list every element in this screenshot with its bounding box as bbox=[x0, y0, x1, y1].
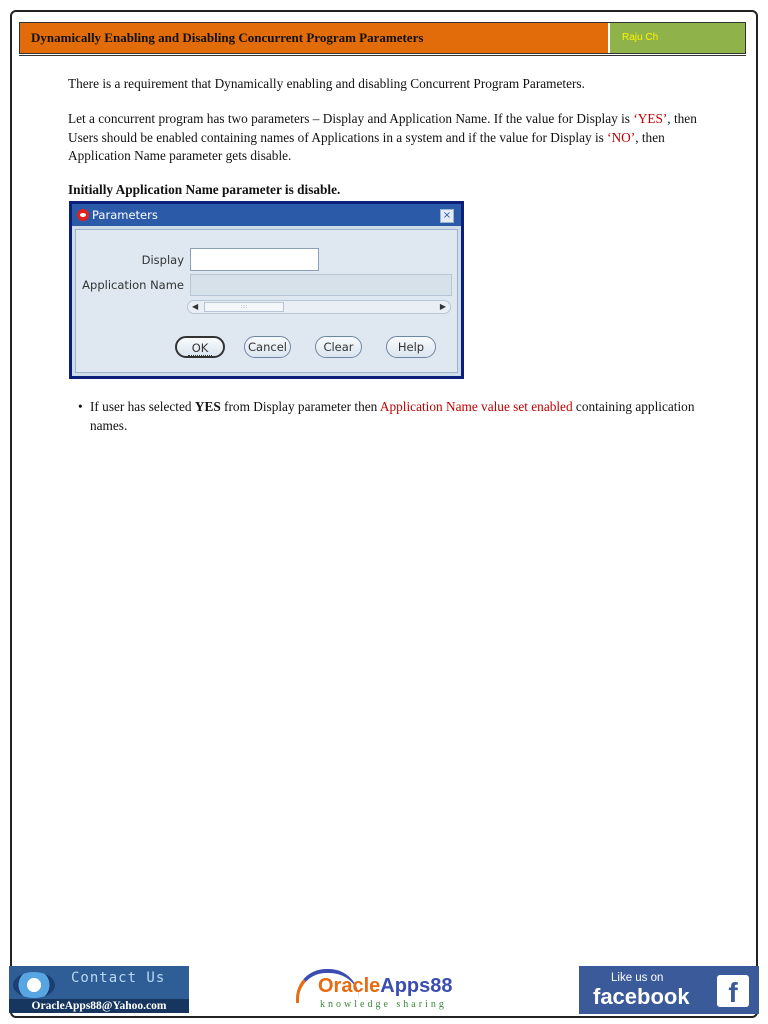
brand-name-apps: Apps88 bbox=[380, 975, 453, 997]
contact-email[interactable]: OracleApps88@Yahoo.com bbox=[9, 999, 189, 1013]
scroll-left-icon[interactable]: ◀ bbox=[192, 302, 199, 311]
intro-paragraph: There is a requirement that Dynamically enabling and disabling Concurrent Program Parameters. bbox=[68, 76, 585, 91]
ok-label: OK bbox=[188, 341, 213, 356]
page-header bbox=[19, 22, 746, 54]
page-title: Dynamically Enabling and Disabling Concurrent Program Parameters bbox=[20, 23, 608, 53]
dialog-titlebar bbox=[72, 204, 461, 226]
clear-button[interactable]: Clear bbox=[315, 336, 362, 358]
scroll-right-icon[interactable]: ▶ bbox=[439, 302, 446, 311]
bullet-dot: • bbox=[78, 399, 83, 414]
horizontal-scrollbar[interactable] bbox=[187, 300, 451, 314]
dialog-body bbox=[75, 229, 458, 373]
application-name-field bbox=[190, 274, 452, 296]
close-icon[interactable]: × bbox=[440, 209, 454, 223]
facebook-wordmark: facebook bbox=[593, 984, 690, 1009]
oracle-logo-icon bbox=[77, 209, 89, 221]
description-paragraph bbox=[68, 110, 728, 166]
bullet-text-1: If user has selected bbox=[90, 399, 195, 414]
bullet-yes: YES bbox=[194, 399, 221, 414]
oracleapps88-logo bbox=[292, 965, 477, 1013]
cancel-button[interactable]: Cancel bbox=[244, 336, 291, 358]
contact-logo-icon bbox=[13, 972, 55, 998]
application-name-label: Application Name bbox=[82, 278, 184, 292]
help-button[interactable]: Help bbox=[386, 336, 436, 358]
dialog-title: Parameters bbox=[92, 208, 158, 222]
scroll-thumb[interactable]: :::: bbox=[204, 302, 284, 312]
yes-value: ‘YES’ bbox=[633, 111, 668, 126]
facebook-like-text: Like us on bbox=[611, 972, 664, 984]
brand-name bbox=[318, 975, 453, 998]
bullet-text bbox=[90, 398, 728, 435]
brand-tagline: knowledge sharing bbox=[320, 999, 447, 1010]
bullet-item bbox=[78, 398, 728, 435]
facebook-icon: f bbox=[717, 975, 749, 1007]
contact-title: Contact Us bbox=[71, 970, 166, 986]
display-label: Display bbox=[141, 253, 184, 267]
description-text-1: Let a concurrent program has two parameters – Display and Application Name. If the value for Display is bbox=[68, 111, 634, 126]
bullet-text-3: containing application names. bbox=[90, 399, 695, 433]
facebook-banner[interactable] bbox=[579, 966, 759, 1014]
header-divider bbox=[19, 55, 746, 56]
ok-button[interactable] bbox=[175, 336, 225, 358]
author-name: Raju Ch bbox=[608, 23, 745, 53]
brand-name-oracle: Oracle bbox=[318, 975, 381, 997]
parameters-dialog bbox=[69, 201, 464, 379]
contact-us-banner[interactable] bbox=[9, 966, 189, 1013]
description-text-3: , then Application Name parameter gets disable. bbox=[68, 129, 665, 163]
display-field[interactable] bbox=[190, 248, 319, 271]
description-text-2: , then Users should be enabled containing names of Applications in a system and if the value for Display is bbox=[68, 111, 697, 145]
bullet-text-2: from Display parameter then bbox=[220, 399, 380, 414]
initial-note: Initially Application Name parameter is disable. bbox=[68, 182, 341, 197]
bullet-highlight: Application Name value set enabled bbox=[379, 399, 573, 414]
no-value: ‘NO’ bbox=[607, 129, 636, 145]
